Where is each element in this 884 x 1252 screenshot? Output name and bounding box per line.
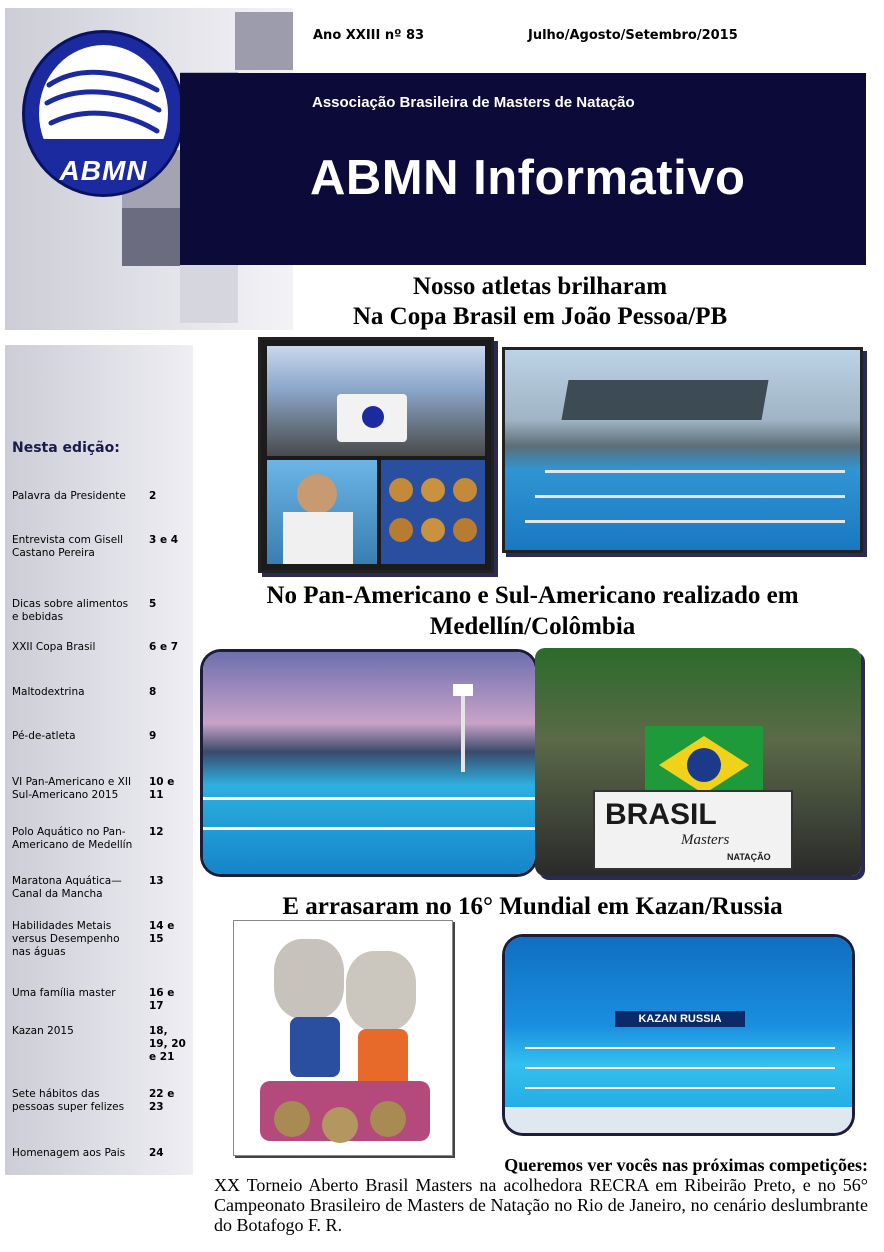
toc-title: VI Pan-Americano e XII Sul-Americano 2015 <box>12 776 132 801</box>
toc-title: Maltodextrina <box>12 686 85 698</box>
footer-intro: Queremos ver vocês nas próximas competições: <box>504 1155 868 1175</box>
toc-pages: 10 e 11 <box>149 776 175 801</box>
brasil-team-photo <box>535 648 861 876</box>
toc-pages: 24 <box>149 1147 164 1159</box>
toc-title: XXII Copa Brasil <box>12 641 96 653</box>
toc-title: Homenagem aos Pais <box>12 1147 126 1159</box>
kazan-pool-photo <box>505 937 852 1133</box>
newsletter-title: ABMN Informativo <box>310 151 746 205</box>
toc-pages: 18, 19, 20 e 21 <box>149 1025 186 1063</box>
medals-photo <box>381 460 485 564</box>
toc-pages: 2 <box>149 490 157 502</box>
brasil-masters-banner <box>593 790 793 870</box>
toc-pages: 8 <box>149 686 157 698</box>
issue-number: Ano XXIII nº 83 <box>313 28 425 43</box>
logo-text: ABMN <box>59 155 148 186</box>
toc-title: Maratona Aquática—Canal da Mancha <box>12 875 122 900</box>
copa-brasil-collage <box>258 337 494 573</box>
toc-pages: 3 e 4 <box>149 534 179 546</box>
team-photo <box>267 346 485 456</box>
footer-body: XX Torneio Aberto Brasil Masters na acolhedora RECRA em Ribeirão Preto, e no 56° Campeonato Brasileiro de Masters de Natação no Rio de Janeiro, no cenário deslumbrante do Botafogo F. R. <box>214 1175 868 1235</box>
toc-heading: Nesta edição: <box>12 440 120 456</box>
toc-pages: 16 e 17 <box>149 987 175 1012</box>
toc-title: Palavra da Presidente <box>12 490 126 502</box>
decor-square <box>180 265 238 323</box>
toc-title: Sete hábitos das pessoas super felizes <box>12 1088 125 1113</box>
banner-brasil-text: BRASIL <box>605 798 717 831</box>
toc-pages: 12 <box>149 826 164 838</box>
issue-period: Julho/Agosto/Setembro/2015 <box>528 28 738 43</box>
decor-square <box>235 12 293 70</box>
toc-title: Polo Aquático no Pan-Americano de Medellín <box>12 826 133 851</box>
toc-pages: 5 <box>149 598 157 610</box>
decor-square <box>122 208 180 266</box>
kazan-banner-text: KAZAN RUSSIA <box>615 1011 745 1027</box>
headline-pan-line2: Medellín/Colômbia <box>429 613 636 640</box>
banner-natacao-text: NATAÇÃO <box>727 852 771 862</box>
footer-text <box>214 1155 868 1235</box>
toc-title: Uma família master <box>12 987 116 999</box>
toc-pages: 6 e 7 <box>149 641 179 653</box>
headline-copa-line1: Nosso atletas brilharam <box>412 273 668 300</box>
toc-title: Kazan 2015 <box>12 1025 74 1037</box>
association-name: Associação Brasileira de Masters de Natação <box>312 94 635 111</box>
toc-pages: 22 e 23 <box>149 1088 175 1113</box>
headline-kazan: E arrasaram no 16° Mundial em Kazan/Russia <box>282 893 783 920</box>
toc-pages: 13 <box>149 875 164 887</box>
banner-masters-text: Masters <box>681 832 730 848</box>
toc-title: Dicas sobre alimentos e bebidas <box>12 598 129 623</box>
kazan-mascots-photo <box>233 920 453 1156</box>
toc-title: Entrevista com Gisell Castano Pereira <box>12 534 124 559</box>
joao-pessoa-pool-photo <box>502 347 863 553</box>
toc-title: Pé-de-atleta <box>12 730 76 742</box>
swimmer-photo <box>267 460 377 564</box>
toc-pages: 9 <box>149 730 157 742</box>
toc-title: Habilidades Metais versus Desempenho nas águas <box>12 920 120 958</box>
toc-pages: 14 e 15 <box>149 920 175 945</box>
medellin-pool-photo <box>203 652 535 874</box>
headline-copa-line2: Na Copa Brasil em João Pessoa/PB <box>352 303 728 330</box>
headline-pan-line1: No Pan-Americano e Sul-Americano realizado em <box>266 582 799 609</box>
abmn-logo <box>22 30 185 197</box>
